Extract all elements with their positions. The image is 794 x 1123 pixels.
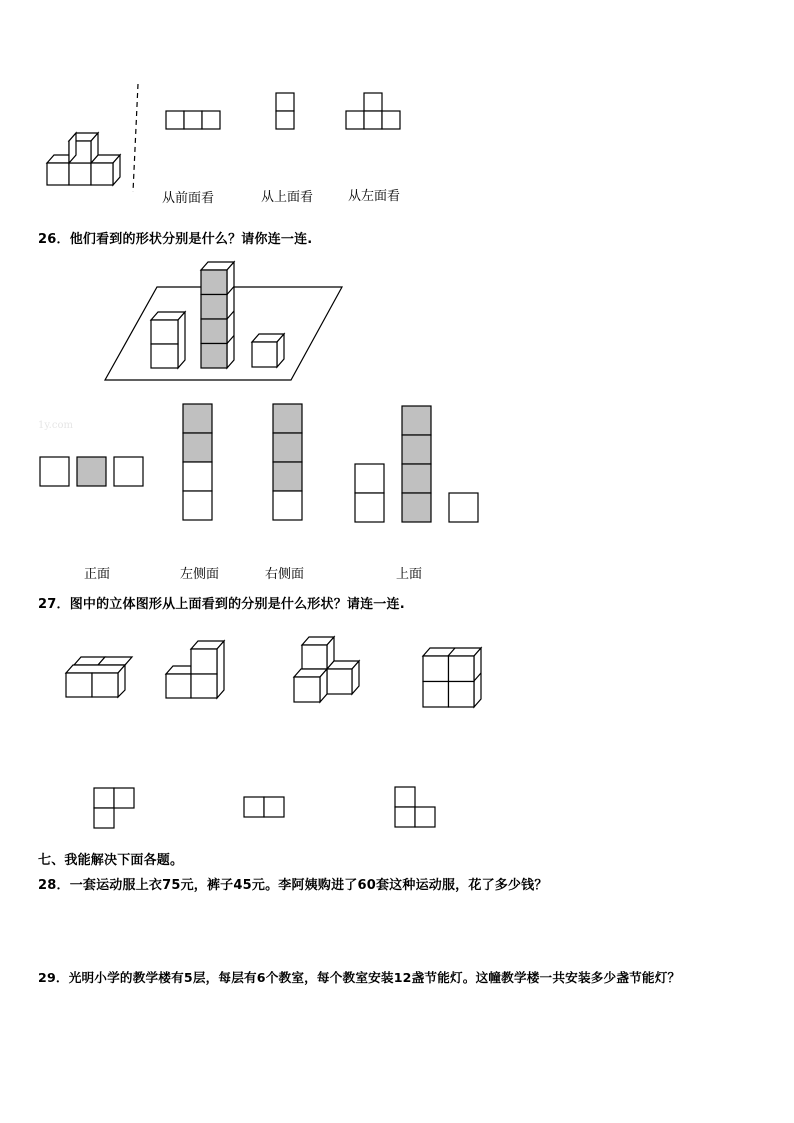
q26-label-front: 正面	[84, 567, 111, 582]
q26-label-left-side: 左侧面	[180, 567, 220, 582]
q29-title: 29．光明小学的教学楼有5层，每层有6个教室，每个教室安装12盏节能灯。这幢教学楼一共安装多少盏节能灯？	[38, 970, 681, 985]
q25-label-front: 从前面看	[162, 191, 215, 206]
q25-label-left: 从左面看	[348, 189, 401, 204]
q26-title: 26．他们看到的形状分别是什么？请你连一连.	[38, 232, 313, 247]
q27-title: 27．图中的立体图形从上面看到的分别是什么形状？请连一连.	[38, 597, 405, 612]
q25-label-top: 从上面看	[261, 190, 314, 205]
watermark: 1y.com	[38, 420, 73, 431]
q26-label-right-side: 右侧面	[265, 567, 305, 582]
q28-title: 28．一套运动服上衣75元，裤子45元。李阿姨购进了60套这种运动服，花了多少钱？	[38, 878, 548, 893]
section7-title: 七、我能解决下面各题。	[38, 853, 184, 868]
q26-label-top: 上面	[396, 567, 423, 582]
